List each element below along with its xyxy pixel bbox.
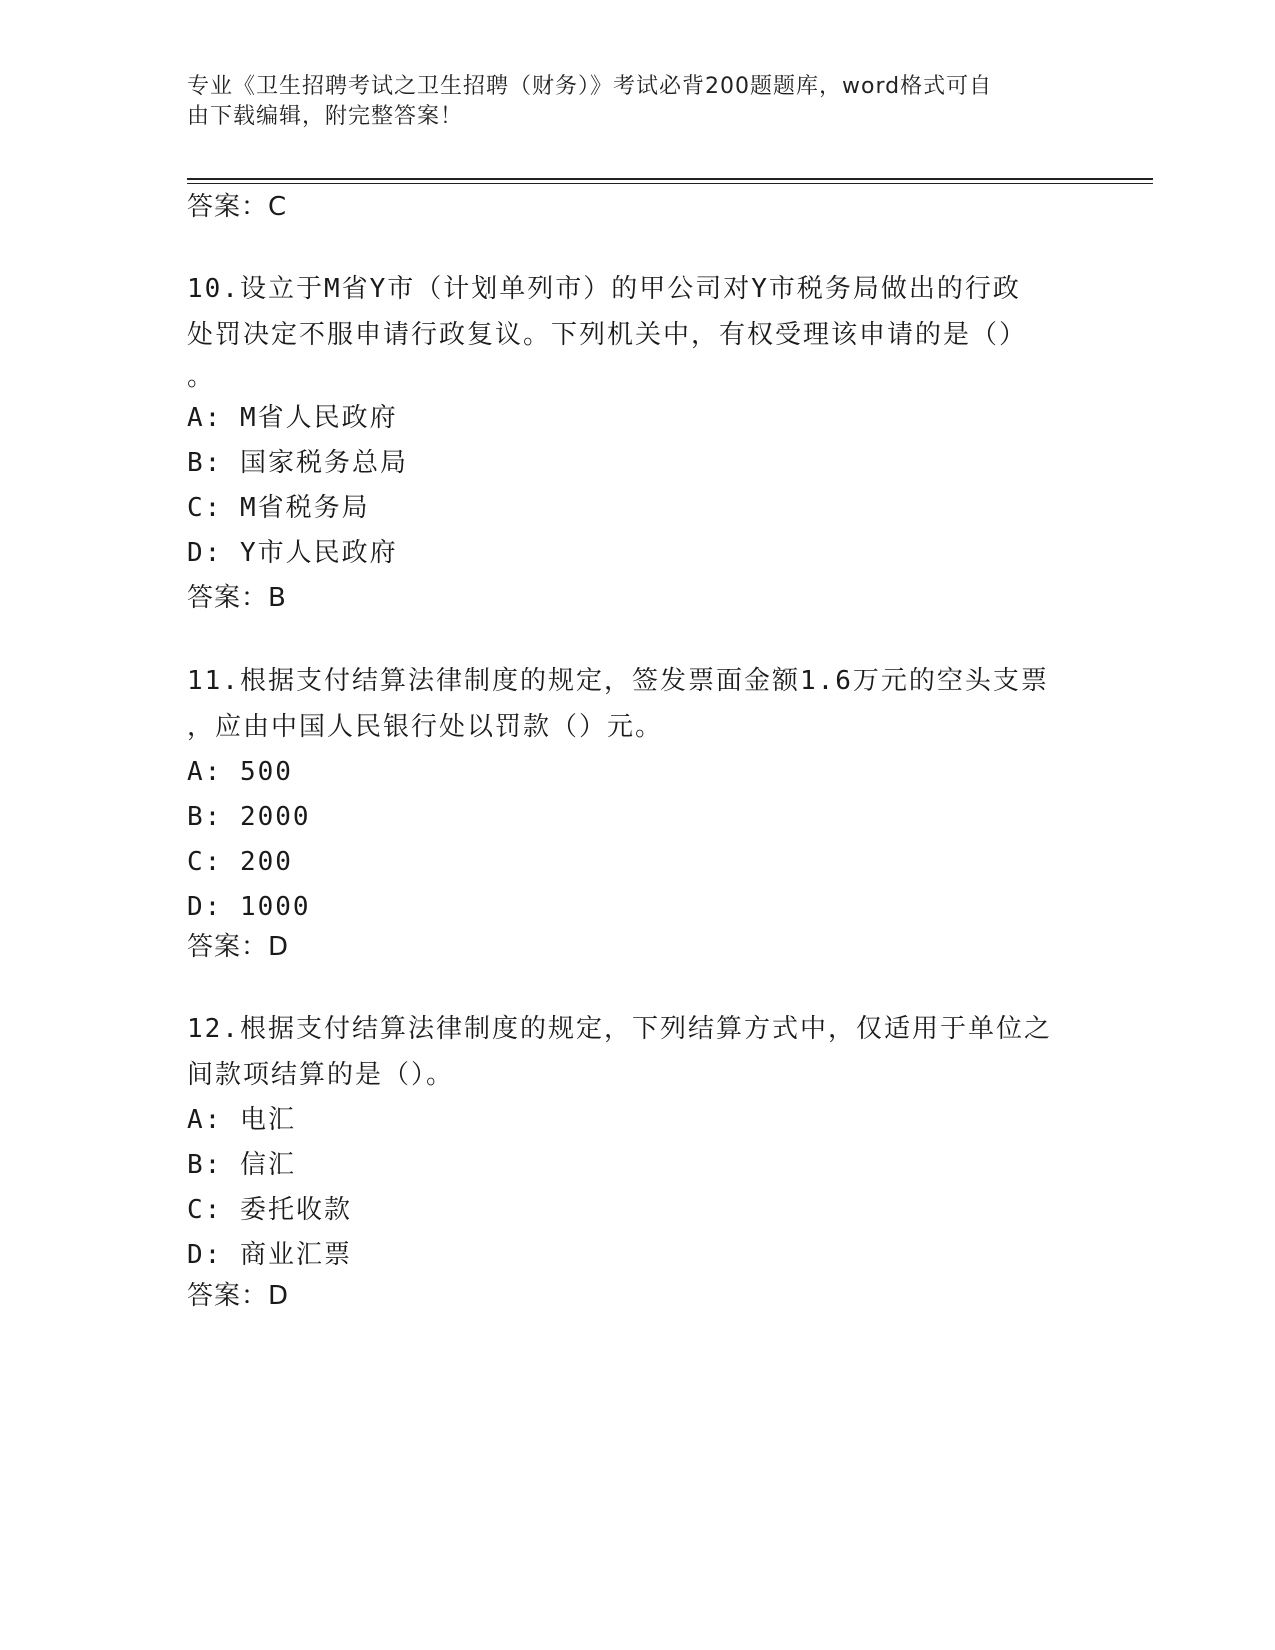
header-line-2: 由下载编辑，附完整答案！ [187,104,464,129]
option-c: C: M省税务局 [187,493,370,523]
question-11 [187,658,1067,930]
option-a: A: 电汇 [187,1105,296,1135]
option-b: B: 信汇 [187,1150,296,1180]
question-text-line: ，应由中国人民银行处以罚款（）元。 [187,712,664,742]
header-divider-thin [187,183,1153,184]
question-10 [187,266,1067,576]
option-c: C: 委托收款 [187,1195,352,1225]
question-text-line: 10.设立于M省Y市（计划单列市）的甲公司对Y市税务局做出的行政 [187,274,1021,304]
question-12 [187,1006,1067,1278]
option-d: D: 商业汇票 [187,1240,352,1270]
option-a: A: 500 [187,757,293,787]
question-text-line: 处罚决定不服申请行政复议。下列机关中，有权受理该申请的是（） [187,320,1028,350]
answer-label: 答案：D [187,1281,290,1311]
option-d: D: Y市人民政府 [187,538,398,568]
option-a: A: M省人民政府 [187,403,398,433]
question-text-line: 间款项结算的是（）。 [187,1060,455,1090]
question-text-line: 。 [187,362,216,392]
answer-label: 答案：C [187,192,288,222]
option-b: B: 国家税务总局 [187,448,408,478]
question-text-line: 12.根据支付结算法律制度的规定，下列结算方式中，仅适用于单位之 [187,1014,1052,1044]
option-d: D: 1000 [187,892,311,922]
header-divider-thick [187,178,1153,180]
question-text-line: 11.根据支付结算法律制度的规定，签发票面金额1.6万元的空头支票 [187,666,1049,696]
answer-label: 答案：B [187,583,287,613]
option-c: C: 200 [187,847,293,877]
document-header [187,72,1067,132]
answer-label: 答案：D [187,932,290,962]
header-line-1: 专业《卫生招聘考试之卫生招聘（财务）》考试必背200题题库，word格式可自 [187,74,993,99]
option-b: B: 2000 [187,802,311,832]
